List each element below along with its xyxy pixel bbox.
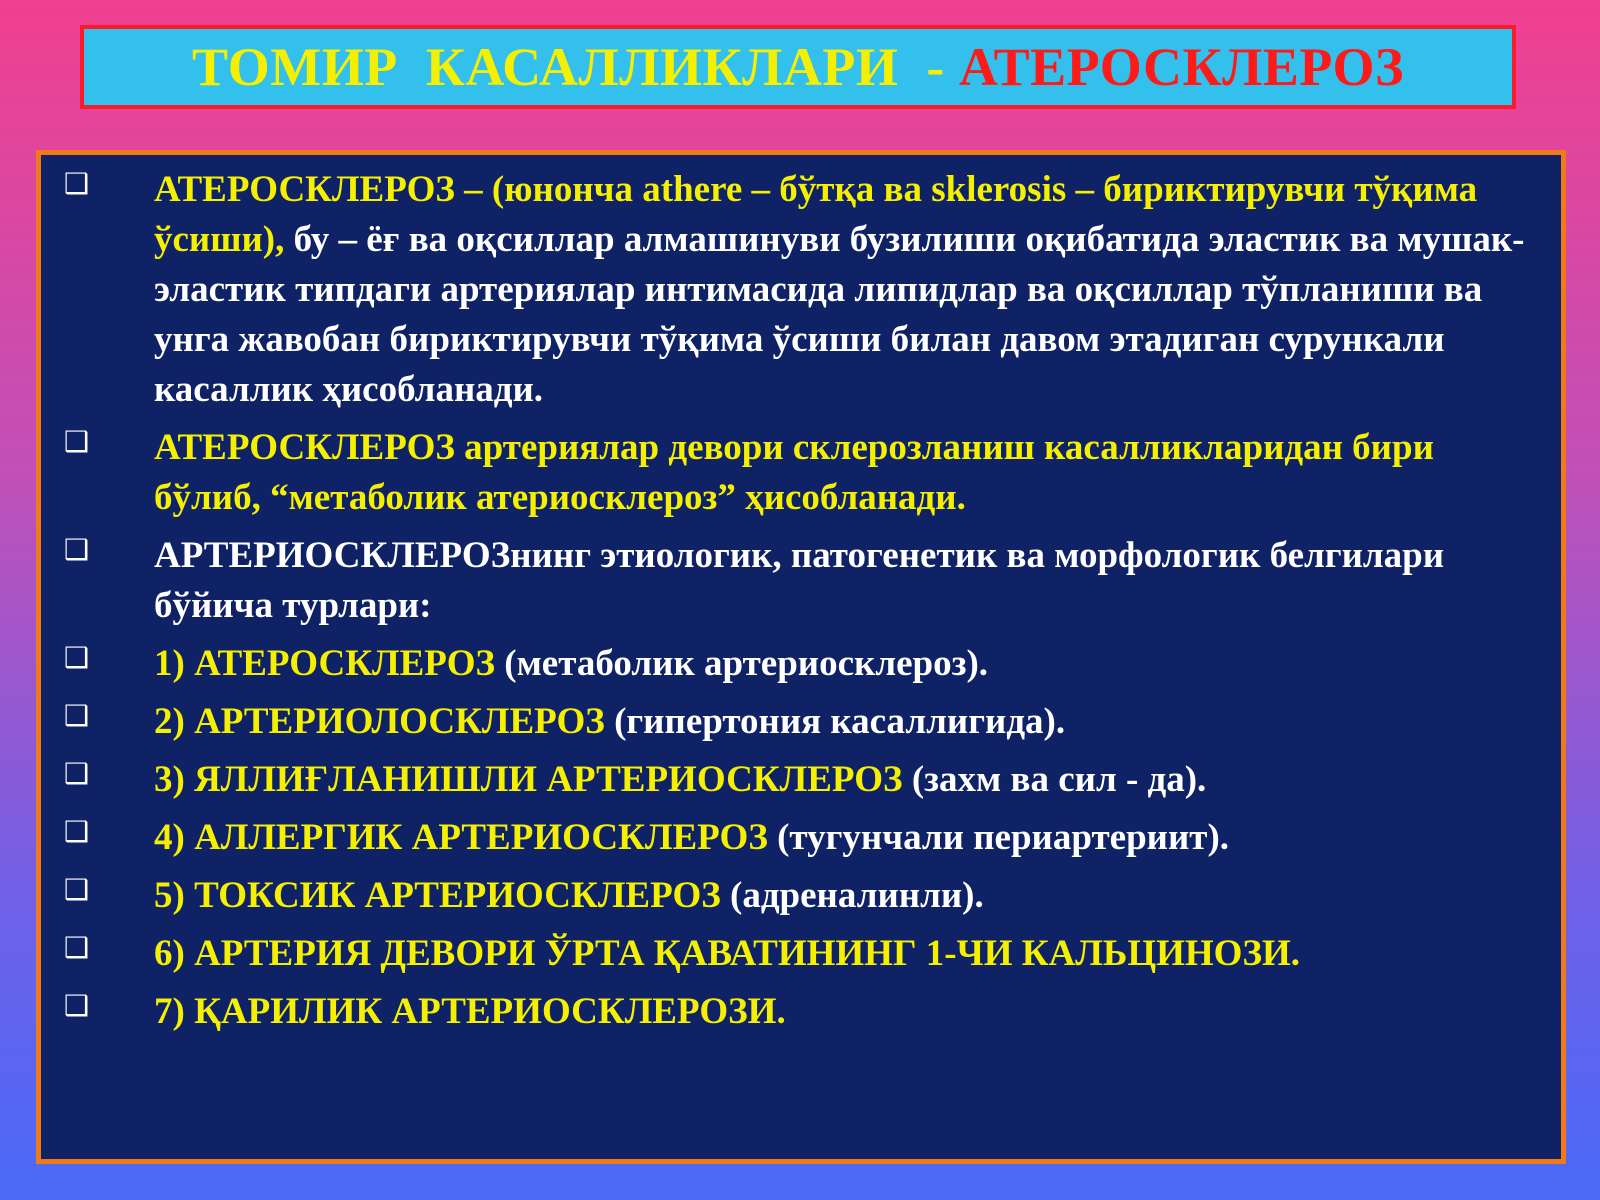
title-part-red: АТЕРОСКЛЕРОЗ (958, 37, 1405, 97)
checkbox-bullet-icon (64, 760, 89, 788)
item-highlight: 6) АРТЕРИЯ ДЕВОРИ ЎРТА ҚАВАТИНИНГ 1-ЧИ КАЛЬЦИНОЗИ. (154, 933, 1301, 974)
item-text: (гипертония касаллигида). (604, 701, 1066, 742)
checkbox-bullet-icon (64, 428, 89, 456)
item-text: (адреналинли). (720, 875, 984, 916)
list-item (59, 755, 1543, 805)
item-text: бу – ёғ ва оқсиллар алмашинуви бузилиши оқибатида эластик ва мушак-эластик типдаги артериялар интимасида липидлар ва оқсиллар тўпланиши ва унга жавобан бириктирувчи тўқима ўсиши билан давом этадиган сурункали касаллик ҳисобланади. (154, 219, 1525, 410)
item-highlight: АТЕРОСКЛЕРОЗ артериялар девори склерозланиш касалликларидан бири бўлиб, “метаболик атериосклероз” ҳисобланади. (154, 427, 1434, 518)
item-highlight: 7) ҚАРИЛИК АРТЕРИОСКЛЕРОЗИ. (154, 991, 786, 1032)
list-item (59, 639, 1543, 689)
list-item (59, 987, 1543, 1037)
title-part-yellow: ТОМИР КАСАЛЛИКЛАРИ - (191, 37, 959, 97)
list-item (59, 697, 1543, 747)
checkbox-bullet-icon (64, 934, 89, 962)
item-highlight: 2) АРТЕРИОЛОСКЛЕРОЗ (154, 701, 605, 742)
list-item (59, 813, 1543, 863)
list-item (59, 165, 1543, 415)
checkbox-bullet-icon (64, 876, 89, 904)
checkbox-bullet-icon (64, 170, 89, 198)
item-text: (захм ва сил - да). (902, 759, 1207, 800)
list-item (59, 871, 1543, 921)
item-text: (тугунчали периартериит). (767, 817, 1230, 858)
list-item (59, 423, 1543, 523)
checkbox-bullet-icon (64, 644, 89, 672)
slide-title (80, 25, 1516, 109)
checkbox-bullet-icon (64, 536, 89, 564)
list-item (59, 929, 1543, 979)
item-highlight: 5) ТОКСИК АРТЕРИОСКЛЕРОЗ (154, 875, 721, 916)
item-text: АРТЕРИОСКЛЕРОЗнинг этиологик, патогенетик ва морфологик белгилари бўйича турлари: (154, 535, 1445, 626)
content-panel (36, 150, 1566, 1164)
item-highlight: 1) АТЕРОСКЛЕРОЗ (154, 643, 496, 684)
item-highlight: 4) АЛЛЕРГИК АРТЕРИОСКЛЕРОЗ (154, 817, 768, 858)
checkbox-bullet-icon (64, 818, 89, 846)
checkbox-bullet-icon (64, 702, 89, 730)
list-item (59, 531, 1543, 631)
item-text: (метаболик артериосклероз). (495, 643, 989, 684)
item-highlight: АТЕРОСКЛЕРОЗ – (юнонча athere – бўтқа ва sklerosis – бириктирувчи тўқима ўсиши), (154, 169, 1478, 260)
checkbox-bullet-icon (64, 992, 89, 1020)
item-highlight: 3) ЯЛЛИҒЛАНИШЛИ АРТЕРИОСКЛЕРОЗ (154, 759, 903, 800)
